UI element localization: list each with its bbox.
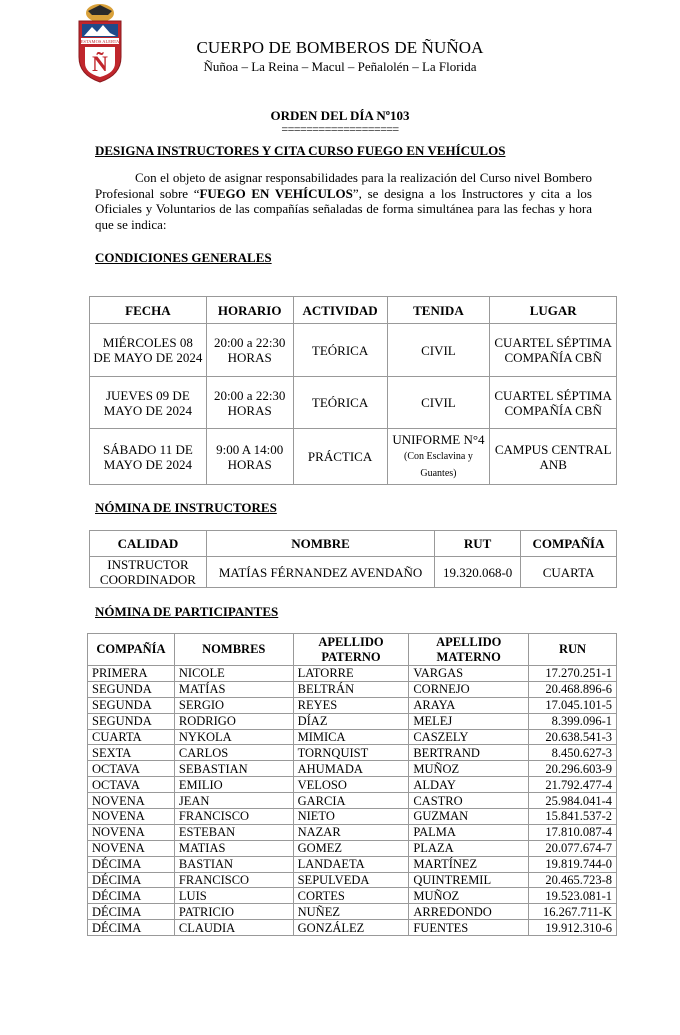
cell-run: 17.045.101-5 [529, 697, 617, 713]
cell-nombres: FRANCISCO [174, 809, 293, 825]
cell-run: 17.810.087-4 [529, 824, 617, 840]
cell-apellido-paterno: LATORRE [293, 666, 409, 682]
cell-apellido-materno: ARAYA [409, 697, 529, 713]
cell-apellido-paterno: REYES [293, 697, 409, 713]
cell-horario: 20:00 a 22:30 HORAS [206, 377, 293, 429]
cell-run: 20.465.723-8 [529, 872, 617, 888]
col-header: FECHA [90, 297, 207, 324]
cell-nombres: ESTEBAN [174, 824, 293, 840]
svg-text:ESTAMOS ALERTA: ESTAMOS ALERTA [80, 39, 120, 44]
cell-apellido-materno: MARTÍNEZ [409, 856, 529, 872]
course-name: FUEGO EN VEHÍCULOS [199, 185, 353, 201]
cell-compania: PRIMERA [88, 666, 175, 682]
cell-apellido-materno: CASZELY [409, 729, 529, 745]
title-separator: =================== [281, 122, 399, 136]
cell-apellido-materno: MUÑOZ [409, 888, 529, 904]
cell-fecha: MIÉRCOLES 08 DE MAYO DE 2024 [90, 324, 207, 377]
cell-apellido-materno: CORNEJO [409, 681, 529, 697]
table-row [88, 666, 617, 682]
cell-horario: 20:00 a 22:30 HORAS [206, 324, 293, 377]
cell-apellido-materno: MUÑOZ [409, 761, 529, 777]
cell-compania: SEXTA [88, 745, 175, 761]
col-header: COMPAÑÍA [521, 531, 617, 557]
cell-apellido-materno: QUINTREMIL [409, 872, 529, 888]
col-header: COMPAÑÍA [88, 634, 175, 666]
table-row [90, 377, 617, 429]
cell-run: 19.912.310-6 [529, 920, 617, 936]
table-row [90, 429, 617, 485]
cell-lugar: CUARTEL SÉPTIMA COMPAÑÍA CBÑ [490, 377, 617, 429]
cell-apellido-paterno: NUÑEZ [293, 904, 409, 920]
letterhead [0, 0, 680, 90]
cell-nombres: MATIAS [174, 840, 293, 856]
cell-compania: NOVENA [88, 793, 175, 809]
col-header: APELLIDO PATERNO [293, 634, 409, 666]
cell-apellido-materno: CASTRO [409, 793, 529, 809]
table-row [88, 745, 617, 761]
table-row [88, 681, 617, 697]
cell-apellido-paterno: MIMICA [293, 729, 409, 745]
schedule-table [89, 296, 617, 485]
col-header: HORARIO [206, 297, 293, 324]
col-header: APELLIDO MATERNO [409, 634, 529, 666]
cell-compania: CUARTA [88, 729, 175, 745]
order-title: ORDEN DEL DÍA Nº103 [270, 108, 410, 123]
table-row [88, 729, 617, 745]
table-row [88, 904, 617, 920]
cell-apellido-materno: GUZMAN [409, 809, 529, 825]
cell-lugar: CUARTEL SÉPTIMA COMPAÑÍA CBÑ [490, 324, 617, 377]
cell-compania: NOVENA [88, 824, 175, 840]
cell-nombres: LUIS [174, 888, 293, 904]
cell-apellido-paterno: SEPULVEDA [293, 872, 409, 888]
tenida-value: UNIFORME N°4 [392, 432, 485, 447]
cell-run: 19.523.081-1 [529, 888, 617, 904]
cell-rut: 19.320.068-0 [435, 557, 521, 588]
cell-apellido-materno: PALMA [409, 824, 529, 840]
col-header: NOMBRE [206, 531, 434, 557]
cell-run: 17.270.251-1 [529, 666, 617, 682]
cell-compania: SEGUNDA [88, 681, 175, 697]
intro-paragraph: Con el objeto de asignar responsabilidades para la realización del Curso nivel Bombero Profesional sobre “FUEGO EN VEHÍCULOS”, se designa a los Instructores y cita a los Oficiales y Voluntarios de las compañías señaladas de forma simultánea para las fechas y hora que se indica: [95, 170, 592, 232]
cell-apellido-materno: VARGAS [409, 666, 529, 682]
cell-calidad: INSTRUCTOR COORDINADOR [90, 557, 207, 588]
table-row [88, 697, 617, 713]
table-row [88, 824, 617, 840]
cell-run: 15.841.537-2 [529, 809, 617, 825]
cell-lugar: CAMPUS CENTRAL ANB [490, 429, 617, 485]
cell-apellido-materno: BERTRAND [409, 745, 529, 761]
cell-run: 20.296.603-9 [529, 761, 617, 777]
cell-fecha: JUEVES 09 DE MAYO DE 2024 [90, 377, 207, 429]
org-name: CUERPO DE BOMBEROS DE ÑUÑOA [196, 38, 484, 57]
fire-department-crest-icon [75, 3, 125, 83]
cell-run: 20.468.896-6 [529, 681, 617, 697]
cell-nombres: RODRIGO [174, 713, 293, 729]
cell-nombres: CLAUDIA [174, 920, 293, 936]
col-header: NOMBRES [174, 634, 293, 666]
instructors-heading: NÓMINA DE INSTRUCTORES [95, 500, 277, 515]
cell-run: 16.267.711-K [529, 904, 617, 920]
col-header: TENIDA [387, 297, 490, 324]
cell-compania: SEGUNDA [88, 697, 175, 713]
cell-run: 25.984.041-4 [529, 793, 617, 809]
cell-apellido-paterno: DÍAZ [293, 713, 409, 729]
cell-actividad: TEÓRICA [293, 377, 387, 429]
cell-horario: 9:00 A 14:00 HORAS [206, 429, 293, 485]
cell-apellido-paterno: GARCIA [293, 793, 409, 809]
participants-body [88, 666, 617, 936]
table-header-row [90, 297, 617, 324]
col-header: LUGAR [490, 297, 617, 324]
org-communes: Ñuñoa – La Reina – Macul – Peñalolén – La Florida [203, 59, 477, 74]
cell-compania: DÉCIMA [88, 920, 175, 936]
cell-tenida: CIVIL [387, 377, 490, 429]
tenida-note: (Con Esclavina y Guantes) [403, 451, 473, 479]
cell-run: 20.077.674-7 [529, 840, 617, 856]
cell-apellido-paterno: LANDAETA [293, 856, 409, 872]
table-row [88, 793, 617, 809]
cell-apellido-paterno: CORTES [293, 888, 409, 904]
table-row [90, 324, 617, 377]
cell-compania: DÉCIMA [88, 872, 175, 888]
table-row [88, 856, 617, 872]
cell-apellido-paterno: AHUMADA [293, 761, 409, 777]
cell-run: 8.450.627-3 [529, 745, 617, 761]
cell-actividad: TEÓRICA [293, 324, 387, 377]
participants-table [87, 633, 617, 936]
instructors-table [89, 530, 617, 588]
cell-compania: OCTAVA [88, 761, 175, 777]
table-row [88, 872, 617, 888]
cell-nombres: CARLOS [174, 745, 293, 761]
cell-fecha: SÁBADO 11 DE MAYO DE 2024 [90, 429, 207, 485]
table-row [88, 840, 617, 856]
cell-apellido-paterno: GONZÁLEZ [293, 920, 409, 936]
participants-heading: NÓMINA DE PARTICIPANTES [95, 604, 279, 619]
cell-run: 8.399.096-1 [529, 713, 617, 729]
order-subject: DESIGNA INSTRUCTORES Y CITA CURSO FUEGO EN VEHÍCULOS [95, 143, 506, 158]
cell-compania: OCTAVA [88, 777, 175, 793]
col-header: RUT [435, 531, 521, 557]
cell-run: 19.819.744-0 [529, 856, 617, 872]
col-header: RUN [529, 634, 617, 666]
cell-compania: SEGUNDA [88, 713, 175, 729]
cell-nombres: MATÍAS [174, 681, 293, 697]
cell-apellido-materno: FUENTES [409, 920, 529, 936]
cell-nombres: BASTIAN [174, 856, 293, 872]
cell-nombres: JEAN [174, 793, 293, 809]
conditions-heading: CONDICIONES GENERALES [95, 250, 272, 265]
table-row [88, 777, 617, 793]
cell-apellido-paterno: NAZAR [293, 824, 409, 840]
cell-nombres: FRANCISCO [174, 872, 293, 888]
cell-nombres: SERGIO [174, 697, 293, 713]
cell-nombres: NYKOLA [174, 729, 293, 745]
cell-nombres: EMILIO [174, 777, 293, 793]
cell-nombre: MATÍAS FÉRNANDEZ AVENDAÑO [206, 557, 434, 588]
cell-tenida: CIVIL [387, 324, 490, 377]
cell-run: 21.792.477-4 [529, 777, 617, 793]
cell-compania: DÉCIMA [88, 904, 175, 920]
col-header: ACTIVIDAD [293, 297, 387, 324]
table-row [88, 761, 617, 777]
cell-compania: DÉCIMA [88, 888, 175, 904]
cell-run: 20.638.541-3 [529, 729, 617, 745]
table-row [88, 809, 617, 825]
cell-apellido-materno: PLAZA [409, 840, 529, 856]
cell-apellido-materno: ARREDONDO [409, 904, 529, 920]
cell-apellido-paterno: GOMEZ [293, 840, 409, 856]
cell-nombres: SEBASTIAN [174, 761, 293, 777]
table-row [88, 920, 617, 936]
cell-compania: DÉCIMA [88, 856, 175, 872]
cell-nombres: NICOLE [174, 666, 293, 682]
cell-compania: NOVENA [88, 809, 175, 825]
cell-compania: NOVENA [88, 840, 175, 856]
cell-apellido-materno: MELEJ [409, 713, 529, 729]
cell-actividad: PRÁCTICA [293, 429, 387, 485]
cell-apellido-paterno: NIETO [293, 809, 409, 825]
table-row [90, 557, 617, 588]
cell-apellido-paterno: TORNQUIST [293, 745, 409, 761]
cell-apellido-paterno: BELTRÁN [293, 681, 409, 697]
svg-text:Ñ: Ñ [92, 51, 108, 76]
table-header-row [88, 634, 617, 666]
cell-nombres: PATRICIO [174, 904, 293, 920]
col-header: CALIDAD [90, 531, 207, 557]
table-row [88, 888, 617, 904]
table-row [88, 713, 617, 729]
table-header-row [90, 531, 617, 557]
cell-compania: CUARTA [521, 557, 617, 588]
cell-tenida [387, 429, 490, 485]
cell-apellido-paterno: VELOSO [293, 777, 409, 793]
cell-apellido-materno: ALDAY [409, 777, 529, 793]
